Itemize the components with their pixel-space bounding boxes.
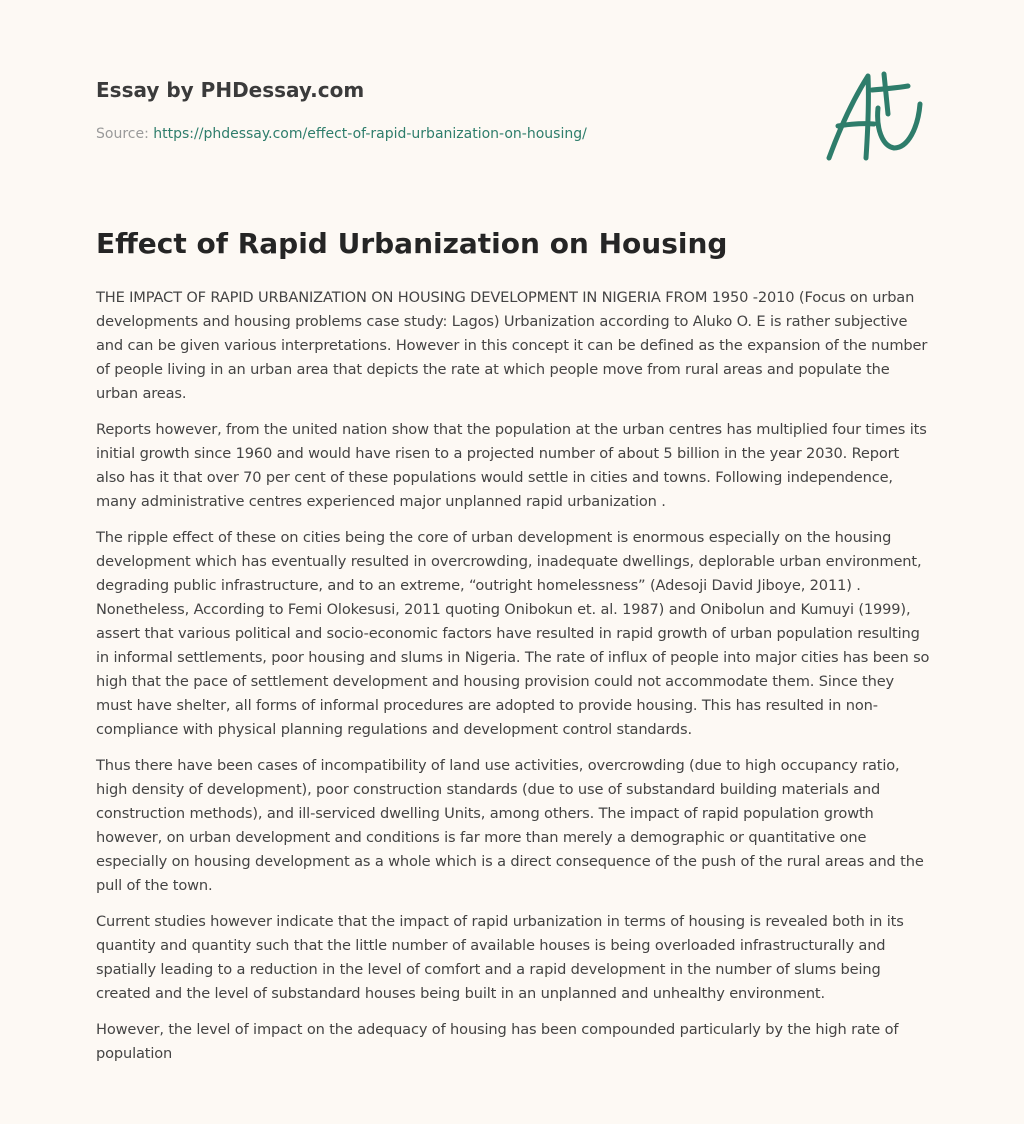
paragraph: However, the level of impact on the adequacy of housing has been compounded particularly by the high rate of population (96, 1021, 899, 1062)
essay-body (96, 286, 930, 1078)
brand-name: Essay by PHDessay.com (96, 78, 365, 102)
paragraph: Current studies however indicate that the impact of rapid urbanization in terms of housing is revealed both in its quantity and quantity such that the little number of available houses is being overloaded infrastructurally and spatially leading to a reduction in the level of comfort and a rapid development in the number of slums being created and the level of substandard houses being built in an unplanned and unhealthy environment. (96, 913, 904, 1002)
page-header (96, 76, 776, 143)
a-plus-logo-icon (822, 68, 928, 166)
paragraph: The ripple effect of these on cities being the core of urban development is enormous especially on the housing development which has eventually resulted in overcrowding, inadequate dwellings, deplorable urban environment, degrading public infrastructure, and to an extreme, “outright homelessness” (Adesoji David Jiboye, 2011) . Nonetheless, According to Femi Olokesusi, 2011 quoting Onibokun et. al. 1987) and Onibolun and Kumuyi (1999), assert that various political and socio-economic factors have resulted in rapid growth of urban population resulting in informal settlements, poor housing and slums in Nigeria. The rate of influx of people into major cities has been so high that the pace of settlement development and housing provision could not accommodate them. Since they must have shelter, all forms of informal procedures are adopted to provide housing. This has resulted in non-compliance with physical planning regulations and development control standards. (96, 529, 930, 738)
source-line (96, 125, 776, 143)
page-title: Effect of Rapid Urbanization on Housing (96, 227, 728, 260)
paragraph: THE IMPACT OF RAPID URBANIZATION ON HOUSING DEVELOPMENT IN NIGERIA FROM 1950 -2010 (Focus on urban developments and housing problems case study: Lagos) Urbanization according to Aluko O. E is rather subjective and can be given various interpretations. However in this concept it can be defined as the expansion of the number of people living in an urban area that depicts the rate at which people move from rural areas and populate the urban areas. (96, 289, 928, 402)
source-label: Source: (96, 126, 149, 142)
paragraph: Reports however, from the united nation show that the population at the urban centres has multiplied four times its initial growth since 1960 and would have risen to a projected number of about 5 billion in the year 2030. Report also has it that over 70 per cent of these populations would settle in cities and towns. Following independence, many administrative centres experienced major unplanned rapid urbanization . (96, 421, 927, 510)
paragraph: Thus there have been cases of incompatibility of land use activities, overcrowding (due to high occupancy ratio, high density of development), poor construction standards (due to use of substandard building materials and construction methods), and ill-serviced dwelling Units, among others. The impact of rapid population growth however, on urban development and conditions is far more than merely a demographic or quantitative one especially on housing development as a whole which is a direct consequence of the push of the rural areas and the pull of the town. (96, 757, 924, 894)
source-link[interactable]: https://phdessay.com/effect-of-rapid-urbanization-on-housing/ (153, 126, 587, 142)
